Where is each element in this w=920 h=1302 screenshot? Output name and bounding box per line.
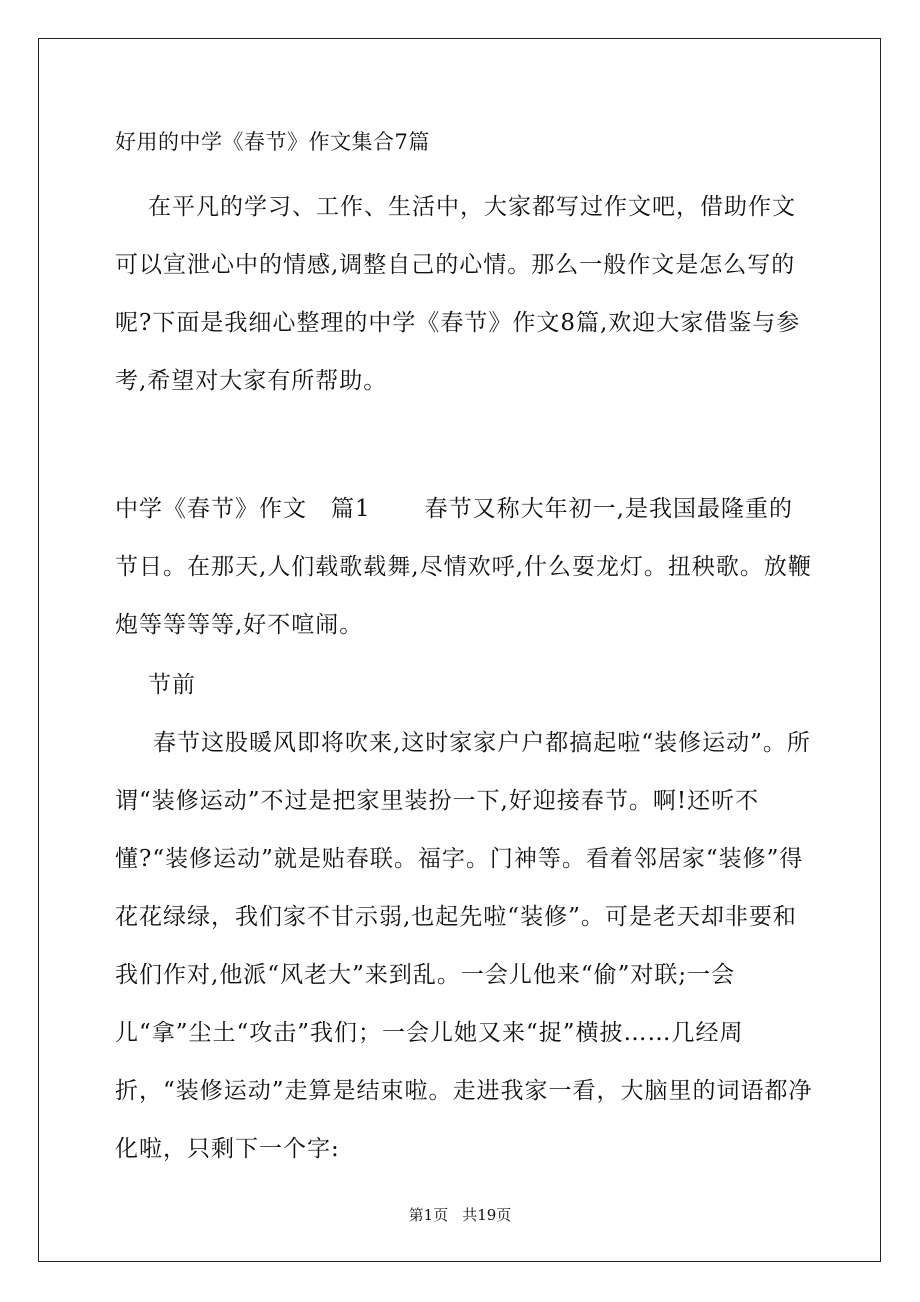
essay-1-text: 春节又称大年初一,是我国最隆重的节日。在那天,人们载歌载舞,尽情欢呼,什么耍龙灯。扭秧歌。放鞭炮等等等等,好不喧闹。 bbox=[115, 496, 812, 638]
body-paragraph: 春节这股暖风即将吹来,这时家家户户都搞起啦“装修运动”。所谓“装修运动”不过是把家里装扮一下,好迎接春节。啊!还听不懂?“装修运动”就是贴春联。福字。门神等。看着邻居家“装修”得花花绿绿，我们家不甘示弱,也起先啦“装修”。可是老天却非要和我们作对,他派“风老大”来到乱。一会儿他来“偷”对联;一会儿“拿”尘土“攻击”我们；一会儿她又来“捉”横披……几经周折，“装修运动”走算是结束啦。走进我家一看，大脑里的词语都净化啦，只剩下一个字: bbox=[115, 730, 813, 1162]
page-number: 第1页 bbox=[408, 1206, 449, 1224]
page-footer bbox=[0, 1205, 920, 1225]
page-total: 共19页 bbox=[462, 1206, 512, 1224]
essay-1-number: 篇1 bbox=[331, 496, 371, 522]
essay-1-paragraph bbox=[115, 480, 815, 654]
document-title: 好用的中学《春节》作文集合7篇 bbox=[115, 130, 430, 154]
section-heading: 节前 bbox=[148, 672, 196, 698]
essay-1-heading: 中学《春节》作文 bbox=[115, 496, 307, 522]
intro-paragraph: 在平凡的学习、工作、生活中，大家都写过作文吧，借助作文可以宣泄心中的情感,调整自己的心情。那么一般作文是怎么写的呢?下面是我细心整理的中学《春节》作文8篇,欢迎大家借鉴与参考,希望对大家有所帮助。 bbox=[115, 194, 801, 394]
